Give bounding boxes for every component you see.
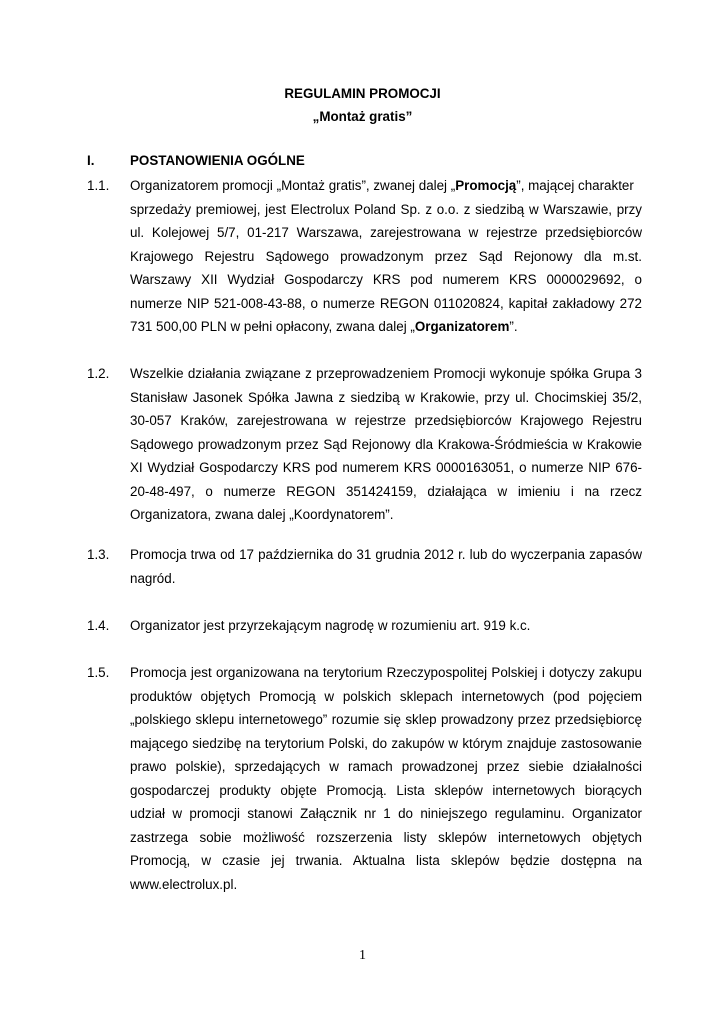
paragraph-line: Organizatora, zwana dalej „Koordynatorem”.	[130, 507, 394, 522]
paragraph-line: Promocja jest organizowana na terytorium Rzeczypospolitej Polskiej i dotyczy zakupu	[130, 665, 642, 680]
paragraph-line: 20-48-497, o numerze REGON 351424159, działająca w imieniu i na rzecz	[130, 483, 642, 499]
paragraph-line: „polskiego sklepu internetowego” rozumie się sklep prowadzony przez przedsiębiorcę	[130, 712, 642, 727]
paragraph-line: Wszelkie działania związane z przeprowadzeniem Promocji wykonuje spółka Grupa 3	[130, 366, 642, 381]
paragraph-line: produktów objętych Promocją w polskich sklepach internetowych (pod pojęciem	[130, 688, 642, 704]
paragraph-line: gospodarczej produkty objęte Promocją. Lista sklepów internetowych biorących	[130, 782, 642, 798]
paragraph-line: 30-057 Kraków, zarejestrowana w rejestrze przedsiębiorców Krajowego Rejestru	[130, 413, 642, 428]
paragraph-line: nagród.	[130, 570, 176, 586]
paragraph-line: 731 500,00 PLN w pełni opłacony, zwana dalej „Organizatorem”.	[130, 319, 518, 334]
paragraph-line: Promocja trwa od 17 października do 31 grudnia 2012 r. lub do wyczerpania zapasów	[130, 547, 642, 562]
paragraph-1-3	[130, 543, 642, 590]
paragraph-line: mającego siedzibę na terytorium Polski, do zakupów w którym znajduje zastosowanie	[130, 735, 642, 751]
paragraph-line: Sądowego prowadzonym przez Sąd Rejonowy dla Krakowa-Śródmieścia w Krakowie	[130, 436, 642, 452]
paragraph-1-5	[130, 661, 642, 896]
page-number: 1	[359, 948, 366, 963]
paragraph-line: XI Wydział Gospodarczy KRS pod numerem KRS 0000163051, o numerze NIP 676-	[130, 460, 642, 475]
paragraph-line: zastrzega sobie możliwość rozszerzenia listy sklepów internetowych objętych	[130, 829, 642, 845]
paragraph-number-1-4: 1.4.	[87, 618, 110, 633]
paragraph-line: www.electrolux.pl.	[130, 876, 238, 892]
paragraph-line: Promocją, w czasie jej trwania. Aktualna lista sklepów będzie dostępna na	[130, 853, 642, 868]
paragraph-1-4	[130, 614, 642, 638]
paragraph-line: Organizatorem promocji „Montaż gratis”, zwanej dalej „Promocją”, mającej charakter	[130, 178, 634, 193]
paragraph-line: prawo polskie), sprzedających w ramach prowadzonej przez siebie działalności	[130, 759, 642, 774]
section-title: POSTANOWIENIA OGÓLNE	[130, 153, 305, 168]
paragraph-1-1	[130, 174, 642, 339]
document-title: REGULAMIN PROMOCJI	[284, 86, 441, 101]
paragraph-line: numerze NIP 521-008-43-88, o numerze REGON 011020824, kapitał zakładowy 272	[130, 295, 642, 311]
paragraph-number-1-1: 1.1.	[87, 178, 110, 193]
paragraph-line: sprzedaży premiowej, jest Electrolux Poland Sp. z o.o. z siedzibą w Warszawie, przy	[130, 201, 642, 217]
paragraph-1-2	[130, 362, 642, 527]
paragraph-number-1-2: 1.2.	[87, 366, 110, 381]
paragraph-line: Krajowego Rejestru Sądowego prowadzonym przez Sąd Rejonowy dla m.st.	[130, 248, 642, 264]
paragraph-line: Warszawy XII Wydział Gospodarczy KRS pod numerem KRS 0000029692, o	[130, 272, 642, 287]
paragraph-line: ul. Kolejowej 5/7, 01-217 Warszawa, zarejestrowana w rejestrze przedsiębiorców	[130, 225, 642, 240]
paragraph-line: Stanisław Jasonek Spółka Jawna z siedzibą w Krakowie, przy ul. Chocimskiej 35/2,	[130, 389, 642, 405]
section-number: I.	[87, 153, 95, 168]
paragraph-number-1-3: 1.3.	[87, 547, 110, 562]
paragraph-line: Organizator jest przyrzekającym nagrodę w rozumieniu art. 919 k.c.	[130, 618, 531, 633]
paragraph-number-1-5: 1.5.	[87, 665, 110, 680]
paragraph-line: udział w promocji stanowi Załącznik nr 1 do niniejszego regulaminu. Organizator	[130, 806, 642, 821]
document-subtitle: „Montaż gratis”	[312, 109, 413, 124]
